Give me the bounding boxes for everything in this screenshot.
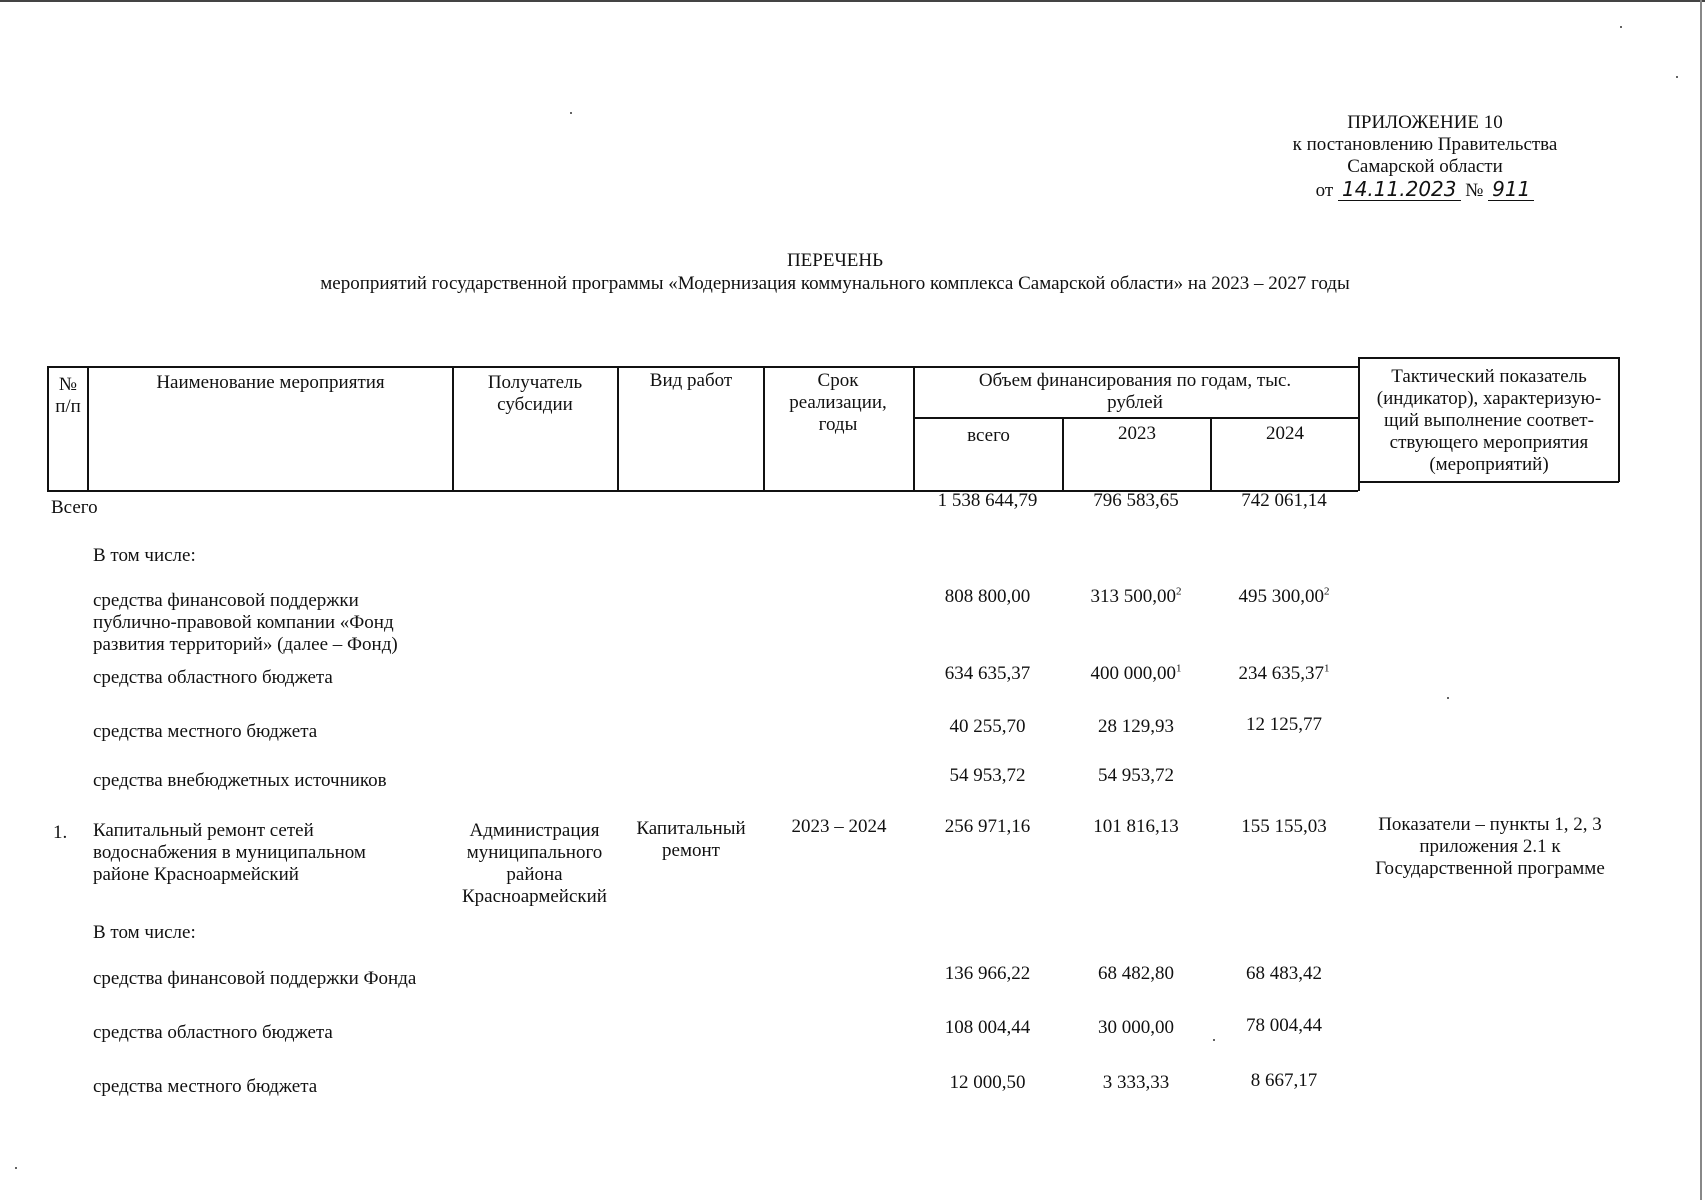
row-total-2023: 796 583,65 [1093,490,1179,511]
row-obl-2024: 234 635,37$^1$ [1238,662,1330,684]
header-2023: 2023 [1118,423,1156,444]
scan-speck [1676,76,1678,78]
row-total-sum: 1 538 644,79 [937,490,1038,511]
row-extrabudget-total: 54 953,72 [949,765,1026,786]
row-local-label: средства местного бюджета [93,721,318,742]
scan-speck [1213,1039,1215,1041]
item-1-fund-total: 136 966,22 [944,963,1031,984]
item-1-obl-total: 108 004,44 [944,1017,1031,1038]
item-1-local-label: средства местного бюджета [93,1076,318,1097]
header-recipient: Получатель субсидии [487,372,583,415]
header-bottom-border-right [1358,481,1619,483]
row-total-2024: 742 061,14 [1241,490,1327,511]
header-indicator: Тактический показатель (индикатор), характеризую-щий выполнение соответ-ствующего мероприятия (мероприятий) [1376,366,1602,475]
header-term: Срок реализации, годы [789,370,887,435]
col-border-2 [452,366,454,491]
row-fund-2024: 495 300,00$^2$ [1238,585,1330,607]
item-1-local-total: 12 000,50 [949,1072,1026,1093]
appendix-date-line [1240,178,1610,202]
number-prefix: № [1465,180,1484,201]
row-obl-total: 634 635,37 [944,663,1031,684]
including-label-2: В том числе: [93,922,196,943]
row-total-label: Всего [51,497,98,518]
item-1-local-2023: 3 333,33 [1102,1072,1170,1093]
item-1-fund-2023: 68 482,80 [1098,963,1174,984]
row-obl-label: средства областного бюджета [93,667,333,688]
header-num: № п/п [55,374,81,417]
row-fund-total: 808 800,00 [944,586,1031,607]
item-1-term: 2023 – 2024 [791,816,887,837]
funding-subheader-line [913,417,1358,419]
col-border-4 [763,366,765,491]
item-1-2024: 155 155,03 [1241,816,1327,837]
item-1-fund-2024: 68 483,42 [1246,963,1322,984]
document-title: ПЕРЕЧЕНЬ [786,250,884,271]
header-2024: 2024 [1266,423,1304,444]
item-1-obl-2023: 30 000,00 [1098,1017,1174,1038]
table-top-border-right [1358,357,1619,359]
header-work-type: Вид работ [649,370,733,391]
scan-speck [570,112,572,114]
col-border-8 [1358,357,1360,491]
appendix-line-3: Самарской области [1347,156,1503,177]
header-total: всего [967,425,1010,446]
item-1-fund-label: средства финансовой поддержки Фонда [93,968,417,989]
item-1-indicator: Показатели – пункты 1, 2, 3 приложения 2.1 к Государственной программе [1375,814,1605,879]
including-label-1: В том числе: [93,545,196,566]
item-1-obl-2024: 78 004,44 [1246,1015,1322,1036]
row-local-2024: 12 125,77 [1246,714,1322,735]
item-1-total: 256 971,16 [944,816,1031,837]
item-1-number: 1. [53,822,68,843]
document-subtitle: мероприятий государственной программы «Модернизация коммунального комплекса Самарской области» на 2023 – 2027 годы [320,273,1350,294]
row-extrabudget-label: средства внебюджетных источников [93,770,387,791]
row-fund-2023: 313 500,00$^2$ [1090,585,1182,607]
scan-speck [1447,697,1449,699]
row-fund-label: средства финансовой поддержки публично-правовой компании «Фонд развития территорий» (далее – Фонд) [93,590,398,655]
scan-speck [15,1167,17,1169]
appendix-block [1240,112,1610,202]
row-local-2023: 28 129,93 [1098,716,1174,737]
item-1-obl-label: средства областного бюджета [93,1022,333,1043]
header-funding: Объем финансирования по годам, тыс. рублей [978,370,1292,413]
row-obl-2023: 400 000,00$^1$ [1090,662,1182,684]
date-prefix: от [1315,180,1334,201]
row-local-total: 40 255,70 [949,716,1026,737]
appendix-line-2: к постановлению Правительства [1292,134,1558,155]
row-extrabudget-2023: 54 953,72 [1098,765,1174,786]
item-1-recipient: Администрация муниципального района Красноармейский [462,820,607,907]
item-1-local-2024: 8 667,17 [1250,1070,1318,1091]
appendix-title: ПРИЛОЖЕНИЕ 10 [1347,112,1503,133]
scan-right-edge [1700,0,1702,1200]
item-1-work-type: Капитальный ремонт [636,818,746,861]
col-border-9 [1618,357,1620,482]
table-top-border [47,366,1358,368]
item-1-name: Капитальный ремонт сетей водоснабжения в муниципальном районе Красноармейский [93,820,366,885]
scan-speck [1620,26,1622,28]
handwritten-date: 14.11.2023 [1338,178,1461,201]
item-1-2023: 101 816,13 [1093,816,1179,837]
header-name: Наименование мероприятия [156,372,385,393]
handwritten-number: 911 [1488,178,1534,201]
scan-top-edge [0,0,1705,2]
